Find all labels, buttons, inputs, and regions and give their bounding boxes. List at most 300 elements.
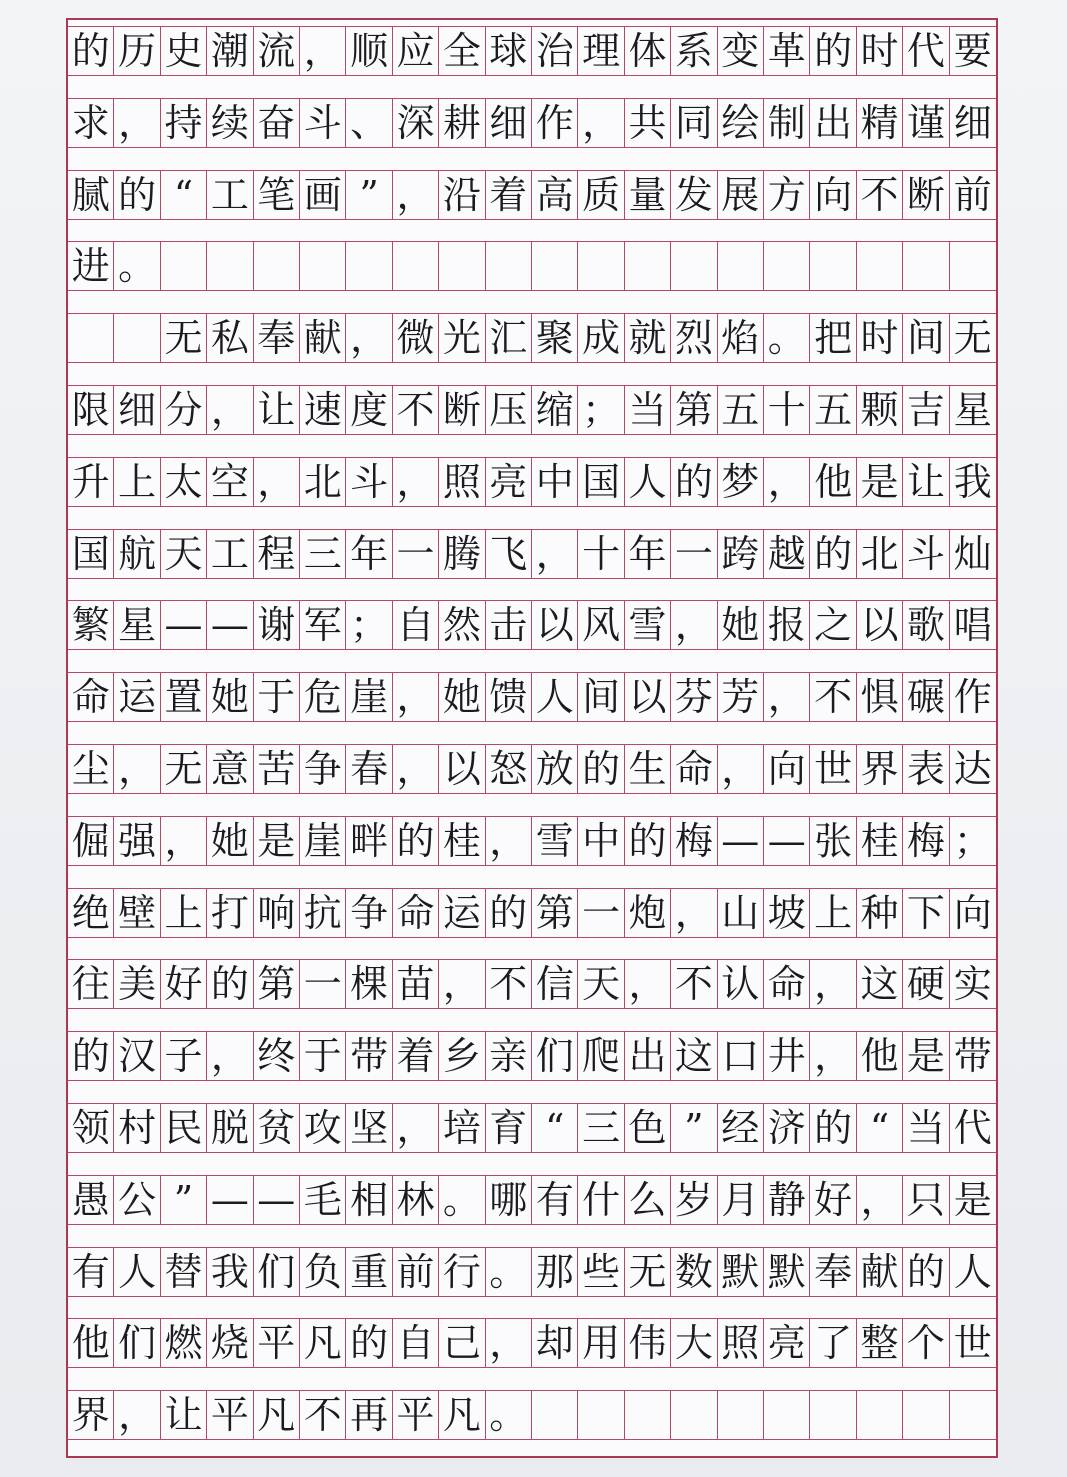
grid-cell: 终 [254, 1032, 300, 1080]
grid-cell: 爬 [578, 1032, 624, 1080]
grid-cell [486, 242, 532, 290]
grid-cell: 太 [161, 458, 207, 506]
manuscript-row [68, 26, 996, 76]
grid-cell: ， [764, 458, 810, 506]
grid-cell: 领 [68, 1104, 114, 1152]
grid-cell: 作 [953, 675, 992, 719]
manuscript-row [68, 385, 996, 435]
grid-cell: — [207, 1176, 253, 1224]
grid-cell: 了 [810, 1319, 856, 1367]
grid-cell [300, 242, 346, 290]
grid-cell: 中 [578, 817, 624, 865]
grid-cell: 雪 [532, 817, 578, 865]
grid-cell: 星 [953, 388, 992, 432]
grid-cell: 强 [114, 817, 160, 865]
grid-cell: ， [393, 1104, 439, 1152]
grid-cell: — [161, 601, 207, 649]
grid-cell: 平 [207, 1391, 253, 1439]
grid-cell: ， [114, 99, 160, 147]
grid-cell: 量 [625, 171, 671, 219]
grid-cell: 界 [857, 745, 903, 793]
grid-cell: 默 [764, 1248, 810, 1296]
grid-cell: 以 [532, 601, 578, 649]
grid-cell: 她 [439, 673, 485, 721]
grid-cell: 用 [578, 1319, 624, 1367]
grid-cell: 井 [764, 1032, 810, 1080]
grid-cell: 的 [810, 1104, 856, 1152]
grid-cell: 个 [903, 1319, 949, 1367]
grid-cell: 的 [68, 1032, 114, 1080]
grid-cell: 凡 [254, 1391, 300, 1439]
grid-cell: 意 [207, 745, 253, 793]
grid-cell: 照 [718, 1319, 764, 1367]
grid-cell: 他 [810, 458, 856, 506]
grid-cell: 的 [810, 27, 856, 75]
grid-cell: 平 [393, 1391, 439, 1439]
grid-cell: 默 [718, 1248, 764, 1296]
grid-cell [207, 242, 253, 290]
grid-cell [764, 242, 810, 290]
manuscript-row [68, 98, 996, 148]
grid-cell [578, 242, 624, 290]
grid-cell: 要 [953, 29, 992, 73]
grid-cell: 三 [578, 1104, 624, 1152]
grid-cell: 年 [346, 530, 392, 578]
grid-cell: 前 [393, 1248, 439, 1296]
grid-cell: 腾 [439, 530, 485, 578]
grid-cell: 画 [300, 171, 346, 219]
grid-cell: ， [346, 314, 392, 362]
grid-cell: 运 [114, 673, 160, 721]
grid-cell: 革 [764, 27, 810, 75]
grid-cell: 历 [114, 27, 160, 75]
grid-cell: 细 [114, 386, 160, 434]
grid-cell: ， [718, 745, 764, 793]
manuscript-row [68, 529, 996, 579]
grid-cell: 北 [857, 530, 903, 578]
grid-cell: 大 [671, 1319, 717, 1367]
grid-cell: — [207, 601, 253, 649]
grid-cell: 国 [68, 530, 114, 578]
grid-cell: 十 [578, 530, 624, 578]
grid-cell: 一 [300, 960, 346, 1008]
grid-cell: 高 [532, 171, 578, 219]
grid-cell: 梅 [903, 817, 949, 865]
grid-cell: 我 [207, 1248, 253, 1296]
grid-cell: 腻 [68, 171, 114, 219]
grid-cell: 汇 [486, 314, 532, 362]
grid-cell: 表 [903, 745, 949, 793]
grid-cell: 细 [953, 101, 992, 145]
manuscript-row [68, 241, 996, 291]
grid-cell: 的 [578, 745, 624, 793]
grid-cell: 就 [625, 314, 671, 362]
grid-cell: 相 [346, 1176, 392, 1224]
grid-cell: 芬 [671, 673, 717, 721]
grid-cell: 方 [764, 171, 810, 219]
grid-cell: 让 [903, 458, 949, 506]
grid-cell: 碾 [903, 673, 949, 721]
grid-cell: ” [671, 1104, 717, 1152]
grid-cell: 尘 [68, 745, 114, 793]
grid-cell: 体 [625, 27, 671, 75]
grid-cell: 坡 [764, 889, 810, 937]
grid-cell: 自 [393, 1319, 439, 1367]
manuscript-row [68, 170, 996, 220]
grid-cell: 奉 [254, 314, 300, 362]
grid-cell: 奋 [254, 99, 300, 147]
grid-cell: 。 [764, 314, 810, 362]
manuscript-row [68, 1318, 996, 1368]
grid-cell: 着 [486, 171, 532, 219]
grid-cell: ， [810, 1032, 856, 1080]
grid-cell: 贫 [254, 1104, 300, 1152]
grid-cell: 命 [671, 745, 717, 793]
grid-cell: 人 [532, 673, 578, 721]
grid-cell: 的 [114, 171, 160, 219]
grid-cell: 军 [300, 601, 346, 649]
grid-cell: 精 [857, 99, 903, 147]
grid-cell: 一 [393, 530, 439, 578]
grid-cell: 当 [903, 1104, 949, 1152]
grid-cell: 经 [718, 1104, 764, 1152]
grid-cell: 唱 [953, 603, 992, 647]
grid-cell: 、 [346, 99, 392, 147]
grid-cell: 断 [903, 171, 949, 219]
grid-cell: 压 [486, 386, 532, 434]
grid-cell: 五 [718, 386, 764, 434]
grid-cell: 把 [810, 314, 856, 362]
grid-cell [857, 1391, 903, 1439]
grid-cell: 雪 [625, 601, 671, 649]
grid-cell: ， [114, 1391, 160, 1439]
grid-cell: ” [161, 1176, 207, 1224]
grid-cell: 笔 [254, 171, 300, 219]
grid-cell: 变 [718, 27, 764, 75]
grid-cell: ； [953, 819, 992, 863]
grid-cell: 好 [810, 1176, 856, 1224]
grid-cell: 梅 [671, 817, 717, 865]
grid-cell: 私 [207, 314, 253, 362]
grid-cell: 怒 [486, 745, 532, 793]
grid-cell [718, 1391, 764, 1439]
grid-cell: ， [393, 673, 439, 721]
grid-cell: 我 [953, 460, 992, 504]
grid-cell: 颗 [857, 386, 903, 434]
grid-cell: 。 [114, 242, 160, 290]
grid-cell: 耕 [439, 99, 485, 147]
grid-cell: 有 [68, 1248, 114, 1296]
grid-cell: 速 [300, 386, 346, 434]
grid-cell [903, 242, 949, 290]
grid-cell: 求 [68, 99, 114, 147]
grid-cell: 。 [439, 1176, 485, 1224]
grid-cell: 这 [857, 960, 903, 1008]
grid-cell: 壁 [114, 889, 160, 937]
grid-cell: 他 [857, 1032, 903, 1080]
grid-cell: 三 [300, 530, 346, 578]
manuscript-row [68, 744, 996, 794]
manuscript-row [68, 1175, 996, 1225]
grid-cell: 时 [857, 27, 903, 75]
grid-cell: ” [346, 171, 392, 219]
grid-cell: 信 [532, 960, 578, 1008]
grid-cell: — [718, 817, 764, 865]
grid-cell: 上 [810, 889, 856, 937]
grid-cell: 时 [857, 314, 903, 362]
grid-cell: 向 [764, 745, 810, 793]
grid-cell: 亮 [486, 458, 532, 506]
grid-cell: 命 [764, 960, 810, 1008]
grid-cell: 亲 [486, 1032, 532, 1080]
grid-cell: 自 [393, 601, 439, 649]
manuscript-row [68, 1247, 996, 1297]
grid-cell: 不 [810, 673, 856, 721]
grid-cell: 界 [68, 1391, 114, 1439]
grid-cell: 人 [953, 1250, 992, 1294]
grid-cell: 子 [161, 1032, 207, 1080]
manuscript-row [68, 1103, 996, 1153]
grid-cell: ， [207, 1032, 253, 1080]
grid-cell: 的 [810, 530, 856, 578]
grid-cell [671, 1391, 717, 1439]
grid-cell: 只 [903, 1176, 949, 1224]
grid-cell: 献 [300, 314, 346, 362]
grid-cell: 越 [764, 530, 810, 578]
grid-cell: 繁 [68, 601, 114, 649]
grid-cell: 的 [68, 27, 114, 75]
grid-cell: 那 [532, 1248, 578, 1296]
grid-cell: 有 [532, 1176, 578, 1224]
grid-cell: 无 [161, 745, 207, 793]
grid-cell: 些 [578, 1248, 624, 1296]
grid-cell [810, 242, 856, 290]
grid-cell: 的 [346, 1319, 392, 1367]
grid-cell: 攻 [300, 1104, 346, 1152]
grid-cell: 她 [718, 601, 764, 649]
grid-cell: 以 [439, 745, 485, 793]
grid-cell: 的 [486, 889, 532, 937]
grid-cell: ， [578, 99, 624, 147]
grid-cell: 球 [486, 27, 532, 75]
grid-cell: 崖 [300, 817, 346, 865]
grid-cell: 无 [625, 1248, 671, 1296]
grid-cell [625, 1391, 671, 1439]
grid-cell: 种 [857, 889, 903, 937]
grid-cell: 放 [532, 745, 578, 793]
manuscript-row [68, 959, 996, 1009]
grid-cell: 发 [671, 171, 717, 219]
grid-cell: 国 [578, 458, 624, 506]
grid-cell: 质 [578, 171, 624, 219]
grid-cell: 飞 [486, 530, 532, 578]
grid-cell: 天 [161, 530, 207, 578]
grid-cell: 断 [439, 386, 485, 434]
grid-cell: 于 [300, 1032, 346, 1080]
grid-cell: 争 [300, 745, 346, 793]
grid-cell: 工 [207, 530, 253, 578]
grid-cell: 炮 [625, 889, 671, 937]
grid-cell: 限 [68, 386, 114, 434]
grid-cell: 同 [671, 99, 717, 147]
grid-cell: 治 [532, 27, 578, 75]
grid-cell: 上 [161, 889, 207, 937]
grid-cell: 们 [114, 1319, 160, 1367]
grid-cell: 间 [578, 673, 624, 721]
grid-cell: 五 [810, 386, 856, 434]
grid-cell: 生 [625, 745, 671, 793]
grid-cell: 村 [114, 1104, 160, 1152]
grid-cell: “ [532, 1104, 578, 1152]
grid-cell: 认 [718, 960, 764, 1008]
grid-cell [346, 242, 392, 290]
grid-cell: 什 [578, 1176, 624, 1224]
grid-cell [764, 1391, 810, 1439]
grid-cell: 以 [857, 601, 903, 649]
grid-cell: 凡 [300, 1319, 346, 1367]
grid-cell: 深 [393, 99, 439, 147]
grid-cell: 年 [625, 530, 671, 578]
grid-cell: 带 [953, 1034, 992, 1078]
grid-cell [578, 1391, 624, 1439]
grid-cell: 应 [393, 27, 439, 75]
grid-cell: 惧 [857, 673, 903, 721]
grid-paper-sheet [66, 18, 998, 1458]
grid-cell: 运 [439, 889, 485, 937]
grid-cell: 乡 [439, 1032, 485, 1080]
grid-cell: 谢 [254, 601, 300, 649]
grid-cell: 芳 [718, 673, 764, 721]
grid-cell [439, 242, 485, 290]
grid-cell: 全 [439, 27, 485, 75]
grid-cell: 聚 [532, 314, 578, 362]
grid-cell: 献 [857, 1248, 903, 1296]
grid-cell: 硬 [903, 960, 949, 1008]
grid-cell: ， [439, 960, 485, 1008]
grid-cell: 山 [718, 889, 764, 937]
grid-cell: 绘 [718, 99, 764, 147]
manuscript-row [68, 313, 996, 363]
grid-cell: 崖 [346, 673, 392, 721]
grid-cell: 微 [393, 314, 439, 362]
grid-cell: 当 [625, 386, 671, 434]
grid-cell: “ [161, 171, 207, 219]
grid-cell: 月 [718, 1176, 764, 1224]
grid-cell: 脱 [207, 1104, 253, 1152]
grid-cell [950, 242, 996, 290]
grid-cell: 凡 [439, 1391, 485, 1439]
grid-cell: 潮 [207, 27, 253, 75]
grid-cell [532, 1391, 578, 1439]
grid-cell: 燃 [161, 1319, 207, 1367]
grid-cell: ， [671, 889, 717, 937]
grid-cell: 让 [254, 386, 300, 434]
grid-cell [950, 1391, 996, 1439]
grid-cell: 照 [439, 458, 485, 506]
grid-cell: 行 [439, 1248, 485, 1296]
manuscript-row [68, 1031, 996, 1081]
grid-cell: 史 [161, 27, 207, 75]
grid-cell: — [764, 817, 810, 865]
grid-cell: 公 [114, 1176, 160, 1224]
grid-cell: ， [161, 817, 207, 865]
grid-cell: 烈 [671, 314, 717, 362]
grid-cell: 天 [578, 960, 624, 1008]
grid-cell: 工 [207, 171, 253, 219]
grid-cell: 细 [486, 99, 532, 147]
grid-cell: 的 [625, 817, 671, 865]
grid-cell [532, 242, 578, 290]
grid-cell [68, 314, 114, 362]
grid-cell: 却 [532, 1319, 578, 1367]
grid-cell: 带 [346, 1032, 392, 1080]
grid-cell: 度 [346, 386, 392, 434]
grid-cell: 展 [718, 171, 764, 219]
grid-cell: 不 [486, 960, 532, 1008]
grid-cell: 梦 [718, 458, 764, 506]
grid-cell: 们 [532, 1032, 578, 1080]
grid-cell: ， [393, 458, 439, 506]
grid-cell: 分 [161, 386, 207, 434]
grid-cell: 己 [439, 1319, 485, 1367]
grid-cell: ， [486, 1319, 532, 1367]
grid-cell: ， [393, 171, 439, 219]
manuscript-row [68, 888, 996, 938]
grid-cell: 让 [161, 1391, 207, 1439]
grid-cell: 棵 [346, 960, 392, 1008]
grid-cell: 往 [68, 960, 114, 1008]
grid-cell: ， [810, 960, 856, 1008]
grid-cell: 焰 [718, 314, 764, 362]
grid-cell: ， [393, 745, 439, 793]
grid-cell: 实 [953, 962, 992, 1006]
grid-cell: 置 [161, 673, 207, 721]
grid-cell [254, 242, 300, 290]
grid-cell: 不 [300, 1391, 346, 1439]
grid-cell: 第 [532, 889, 578, 937]
grid-cell: 续 [207, 99, 253, 147]
grid-cell: 人 [625, 458, 671, 506]
grid-cell: 顺 [346, 27, 392, 75]
grid-cell: 歌 [903, 601, 949, 649]
grid-cell: 桂 [857, 817, 903, 865]
grid-cell: 命 [68, 673, 114, 721]
manuscript-row [68, 457, 996, 507]
grid-cell: 是 [254, 817, 300, 865]
grid-cell: ； [346, 601, 392, 649]
grid-cell: 沿 [439, 171, 485, 219]
grid-cell: ， [532, 530, 578, 578]
grid-cell [671, 242, 717, 290]
grid-cell: 共 [625, 99, 671, 147]
grid-cell: 向 [810, 171, 856, 219]
grid-cell: 苗 [393, 960, 439, 1008]
grid-cell [114, 314, 160, 362]
grid-cell: ， [625, 960, 671, 1008]
grid-cell: 的 [671, 458, 717, 506]
grid-cell: 培 [439, 1104, 485, 1152]
grid-cell: 的 [393, 817, 439, 865]
grid-cell: 然 [439, 601, 485, 649]
manuscript-row [68, 600, 996, 650]
grid-cell: ， [114, 745, 160, 793]
grid-cell: 出 [625, 1032, 671, 1080]
grid-cell [625, 242, 671, 290]
grid-cell: 烧 [207, 1319, 253, 1367]
grid-cell [903, 1391, 949, 1439]
grid-cell: 于 [254, 673, 300, 721]
grid-cell: 出 [810, 99, 856, 147]
